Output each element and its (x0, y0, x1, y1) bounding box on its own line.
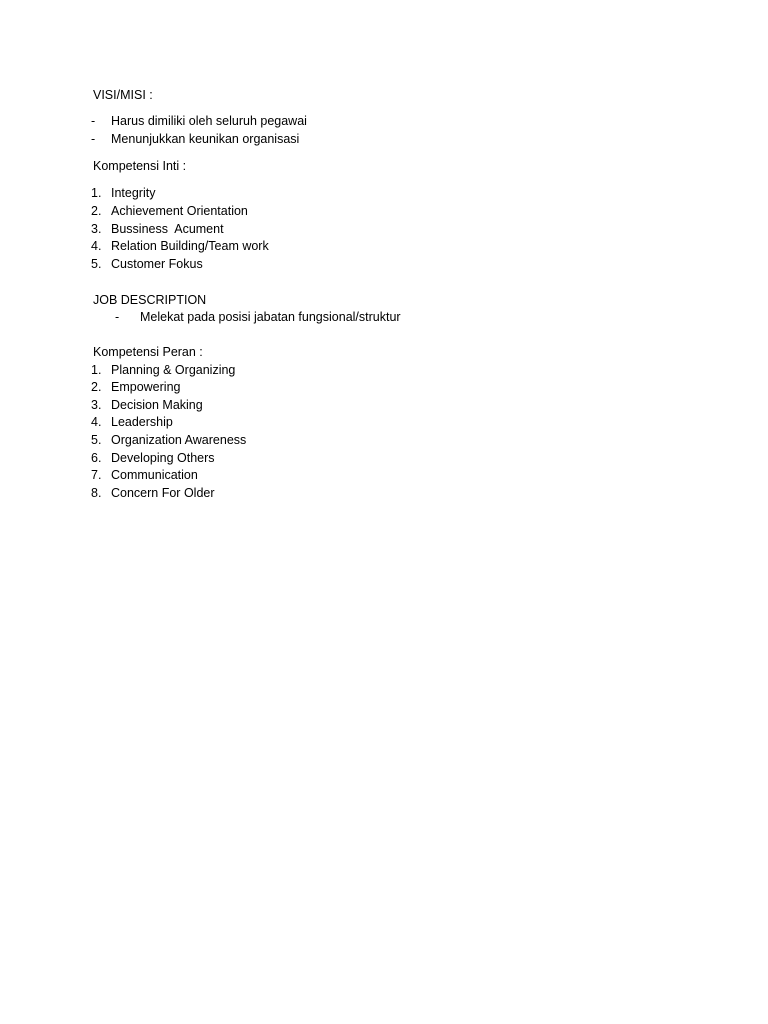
list-item-text: Communication (111, 468, 198, 482)
list-number: 1. (91, 363, 102, 377)
list-marker: - (91, 114, 96, 128)
list-item-text: Organization Awareness (111, 433, 247, 447)
section-heading-job-description: JOB DESCRIPTION (93, 293, 207, 307)
list-marker: - (115, 310, 120, 324)
list-number: 4. (91, 415, 102, 429)
list-number: 1. (91, 186, 102, 200)
section-heading-kompetensi-inti: Kompetensi Inti : (93, 159, 187, 173)
list-number: 6. (91, 451, 102, 465)
list-item-text: Bussiness Acument (111, 222, 224, 236)
section-heading-visi-misi: VISI/MISI : (93, 88, 153, 102)
list-number: 4. (91, 239, 102, 253)
list-item-text: Harus dimiliki oleh seluruh pegawai (111, 114, 307, 128)
list-item-text: Integrity (111, 186, 156, 200)
list-number: 8. (91, 486, 102, 500)
list-item-text: Customer Fokus (111, 257, 203, 271)
list-number: 5. (91, 257, 102, 271)
list-item-text: Melekat pada posisi jabatan fungsional/struktur (140, 310, 401, 324)
list-item-text: Achievement Orientation (111, 204, 248, 218)
list-item-text: Concern For Older (111, 486, 215, 500)
list-number: 3. (91, 398, 102, 412)
list-number: 2. (91, 204, 102, 218)
list-number: 7. (91, 468, 102, 482)
list-item-text: Empowering (111, 380, 181, 394)
list-marker: - (91, 132, 96, 146)
list-number: 5. (91, 433, 102, 447)
list-item-text: Leadership (111, 415, 173, 429)
list-item-text: Relation Building/Team work (111, 239, 269, 253)
list-item-text: Developing Others (111, 451, 215, 465)
list-item-text: Decision Making (111, 398, 203, 412)
list-number: 2. (91, 380, 102, 394)
list-item-text: Planning & Organizing (111, 363, 236, 377)
list-item-text: Menunjukkan keunikan organisasi (111, 132, 300, 146)
section-heading-kompetensi-peran: Kompetensi Peran : (93, 345, 203, 359)
list-number: 3. (91, 222, 102, 236)
